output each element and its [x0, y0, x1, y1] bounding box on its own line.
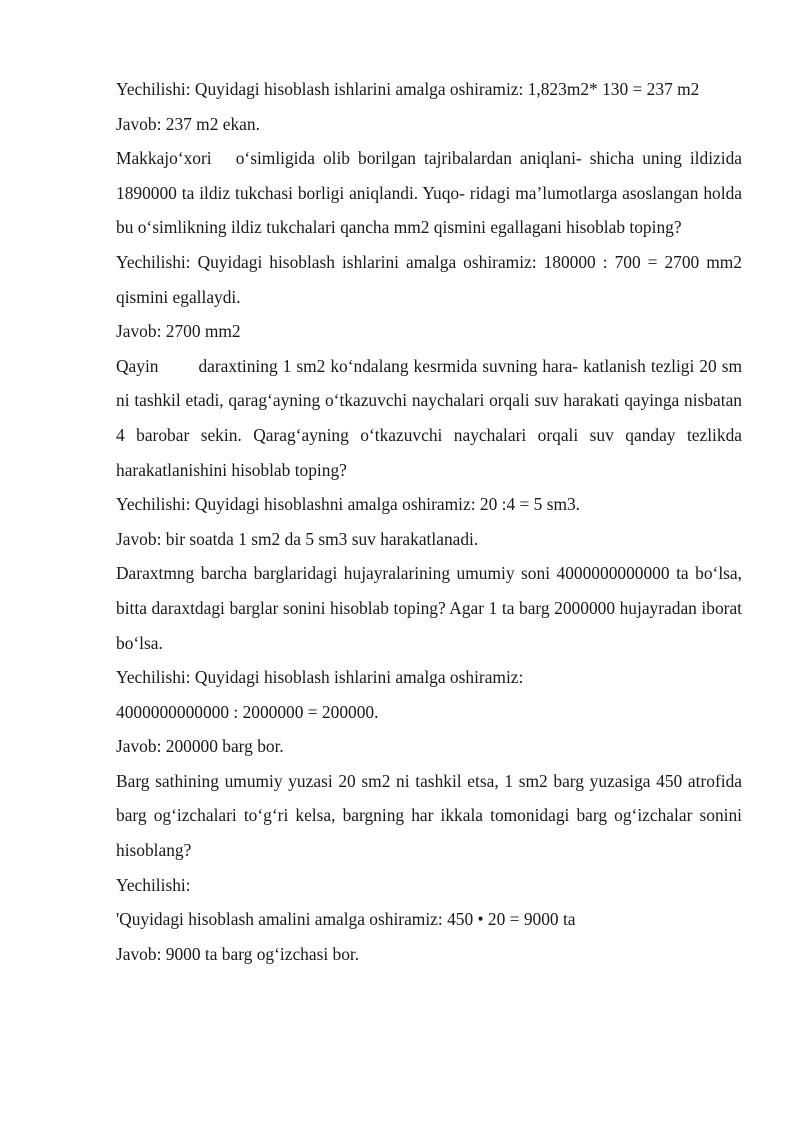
problem-paragraph-5: Barg sathining umumiy yuzasi 20 sm2 ni tashkil etsa, 1 sm2 barg yuzasiga 450 atrofida barg og‘izchalari to‘g‘ri kelsa, bargning har ikkala tomonidagi barg og‘izchalar sonini hisoblang?: [116, 770, 742, 861]
solution-heading-5: Yechilishi:: [116, 874, 191, 895]
solution-calculation-4: 4000000000000 : 2000000 = 200000.: [116, 701, 379, 722]
document-body: [116, 72, 747, 971]
problem-paragraph-4: Daraxtmng barcha barglaridagi hujayralarining umumiy soni 4000000000000 ta bo‘lsa, bitta daraxtdagi barglar sonini hisoblab toping? Agar 1 ta barg 2000000 hujayradan iborat bo‘lsa.: [116, 563, 742, 653]
answer-paragraph-1: Javob: 237 m2 ekan.: [116, 113, 260, 134]
solution-calculation-5: 'Quyidagi hisoblash amalini amalga oshiramiz: 450 • 20 = 9000 ta: [116, 909, 576, 930]
problem-paragraph-2: Makkajo‘xori o‘simligida olib borilgan tajribalardan aniqlani- shicha uning ildizida 1890000 ta ildiz tukchasi borligi aniqlandi. Yuqo- ridagi ma’lumotlarga asoslangan holda bu o‘simlikning ildiz tukchalari qancha mm2 qismini egallagani hisoblab toping?: [116, 148, 747, 238]
answer-paragraph-2: Javob: 2700 mm2: [116, 321, 241, 342]
solution-paragraph-1: Yechilishi: Quyidagi hisoblash ishlarini amalga oshiramiz: 1,823m2* 130 = 237 m2: [116, 79, 700, 99]
problem-paragraph-3: Qayin daraxtining 1 sm2 ko‘ndalang kesrmida suvning hara- katlanish tezligi 20 sm ni tashkil etadi, qarag‘ayning o‘tkazuvchi naychalari orqali suv harakati qayinga nisbatan 4 barobar sekin. Qarag‘ayning o‘tkazuvchi naychalari orqali suv qanday tezlikda harakatlanishini hisoblab toping?: [116, 355, 747, 480]
answer-paragraph-5: Javob: 9000 ta barg og‘izchasi bor.: [116, 943, 360, 964]
answer-paragraph-3: Javob: bir soatda 1 sm2 da 5 sm3 suv harakatlanadi.: [116, 528, 479, 549]
solution-paragraph-3: Yechilishi: Quyidagi hisoblashni amalga oshiramiz: 20 :4 = 5 sm3.: [116, 494, 581, 515]
solution-heading-4: Yechilishi: Quyidagi hisoblash ishlarini amalga oshiramiz:: [116, 667, 524, 688]
answer-paragraph-4: Javob: 200000 barg bor.: [116, 736, 284, 757]
solution-paragraph-2: Yechilishi: Quyidagi hisoblash ishlarini amalga oshiramiz: 180000 : 700 = 2700 mm2 qismini egallaydi.: [116, 251, 742, 307]
